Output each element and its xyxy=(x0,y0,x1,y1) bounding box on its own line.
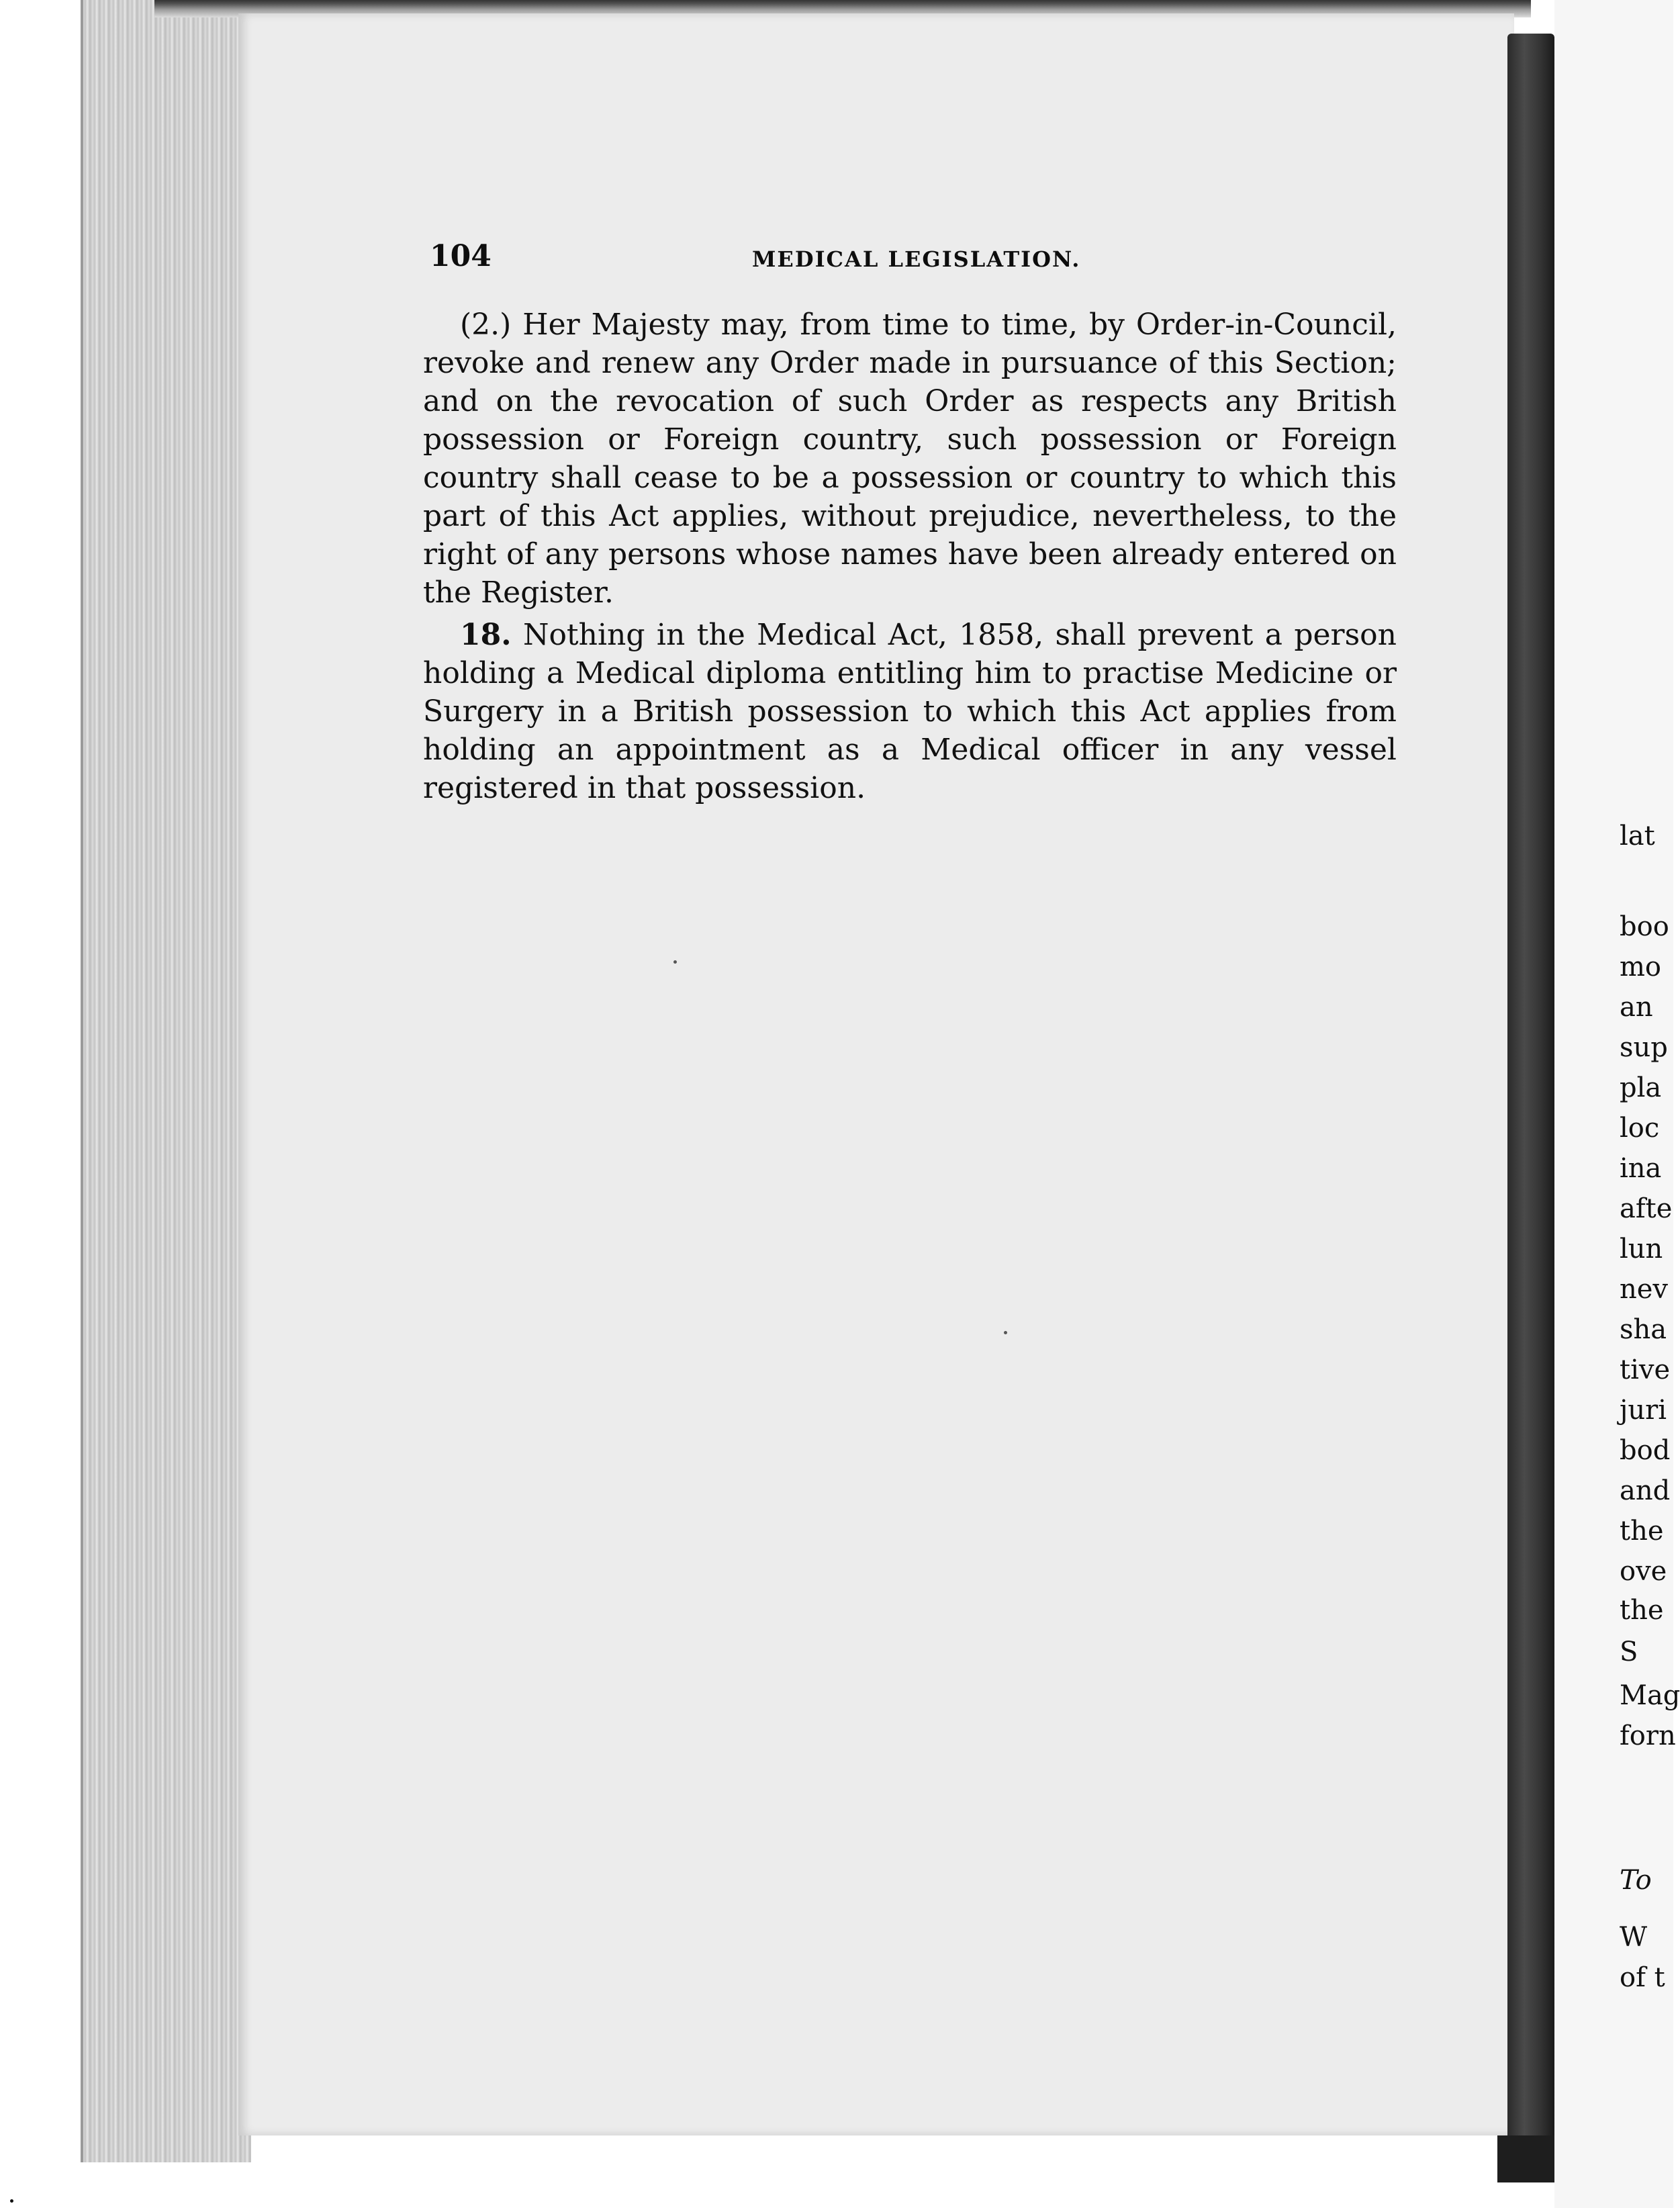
facing-fragment: tive xyxy=(1620,1354,1671,1385)
facing-fragment: pla xyxy=(1620,1072,1662,1103)
facing-fragment: the xyxy=(1620,1516,1664,1547)
facing-fragment: S xyxy=(1620,1637,1638,1667)
facing-fragment: Mag xyxy=(1620,1680,1680,1711)
binding-gutter xyxy=(1507,34,1554,2179)
facing-fragment: an xyxy=(1620,992,1653,1023)
dust-speck xyxy=(673,960,677,964)
page-number: 104 xyxy=(430,239,492,273)
facing-fragment: forn xyxy=(1620,1720,1676,1751)
page-edges xyxy=(81,0,251,2162)
paragraph-text: (2.) Her Majesty may, from time to time, by Order-in-Council, revoke and renew any Order made in pursuance of this Section; and on the revocation of such Order as respects any British possession or Foreign country, such possession or Foreign country shall cease to be a possession or country to which this part of this Act applies, without prejudice, nevertheless, to the right of any persons whose names have been already entered on the Register. xyxy=(423,308,1397,610)
dust-speck xyxy=(10,2199,13,2203)
section-number: 18. xyxy=(460,618,512,652)
facing-fragment: sha xyxy=(1620,1314,1667,1345)
facing-fragment: ove xyxy=(1620,1556,1667,1587)
facing-fragment: loc xyxy=(1620,1113,1660,1144)
facing-fragment: boo xyxy=(1620,911,1669,942)
facing-page xyxy=(1554,0,1673,2208)
facing-fragment: sup xyxy=(1620,1032,1668,1063)
facing-fragment: lun xyxy=(1620,1234,1663,1264)
facing-fragment: juri xyxy=(1620,1395,1667,1426)
page-body xyxy=(423,306,1397,807)
facing-fragment: bod xyxy=(1620,1435,1671,1466)
facing-fragment: nev xyxy=(1620,1274,1669,1305)
facing-fragment: the xyxy=(1620,1595,1664,1626)
facing-fragment: and xyxy=(1620,1475,1671,1506)
facing-fragment: To xyxy=(1620,1865,1652,1896)
facing-fragment: W xyxy=(1620,1922,1648,1953)
facing-fragment: afte xyxy=(1620,1193,1673,1224)
paragraph-text: Nothing in the Medical Act, 1858, shall prevent a person holding a Medical diploma entitling him to practise Medicine or Surgery in a British possession to which this Act applies from holding an appointment as a Medical officer in any vessel registered in that possession. xyxy=(423,618,1397,805)
facing-fragment: mo xyxy=(1620,952,1662,982)
facing-fragment: lat xyxy=(1620,821,1655,852)
paragraph-subsection-2 xyxy=(423,306,1397,612)
dust-speck xyxy=(1004,1331,1007,1334)
facing-fragment: of t xyxy=(1620,1962,1665,1993)
running-title: MEDICAL LEGISLATION. xyxy=(752,246,1081,272)
paragraph-section-18 xyxy=(423,616,1397,807)
facing-fragment: ina xyxy=(1620,1153,1662,1184)
